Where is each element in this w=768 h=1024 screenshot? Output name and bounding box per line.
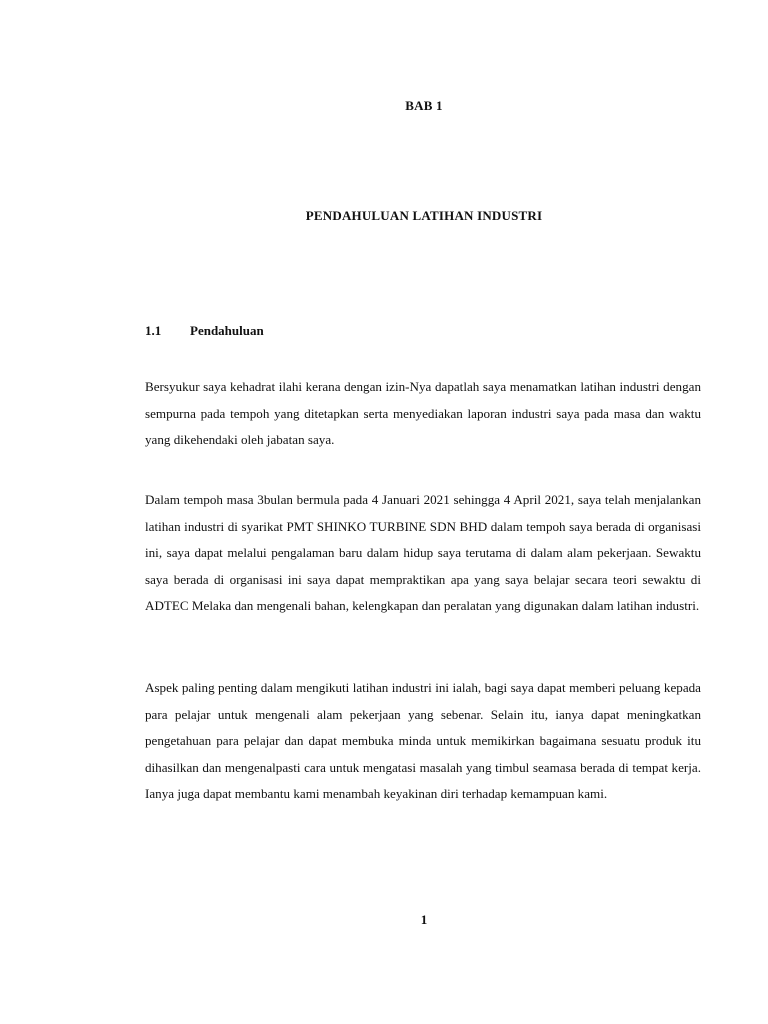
- section-heading: [145, 323, 264, 339]
- paragraph-1: Bersyukur saya kehadrat ilahi kerana dengan izin-Nya dapatlah saya menamatkan latihan industri dengan sempurna pada tempoh yang ditetapkan serta menyediakan laporan industri saya pada masa dan waktu yang dikehendaki oleh jabatan saya.: [145, 379, 701, 447]
- chapter-number: BAB 1: [405, 98, 443, 113]
- chapter-title: PENDAHULUAN LATIHAN INDUSTRI: [305, 208, 543, 223]
- page-number: 1: [420, 912, 428, 927]
- section-title: Pendahuluan: [190, 323, 264, 338]
- paragraph-3: Aspek paling penting dalam mengikuti latihan industri ini ialah, bagi saya dapat memberi peluang kepada para pelajar untuk mengenali alam pekerjaan yang sebenar. Selain itu, ianya dapat meningkatkan pengetahuan para pelajar dan dapat membuka minda untuk memikirkan bagaimana sesuatu produk itu dihasilkan dan mengenalpasti cara untuk mengatasi masalah yang timbul seamasa berada di tempat kerja. Ianya juga dapat membantu kami menambah keyakinan diri terhadap kemampuan kami.: [145, 680, 701, 801]
- paragraph-2: Dalam tempoh masa 3bulan bermula pada 4 Januari 2021 sehingga 4 April 2021, saya telah menjalankan latihan industri di syarikat PMT SHINKO TURBINE SDN BHD dalam tempoh saya berada di organisasi ini, saya dapat melalui pengalaman baru dalam hidup saya terutama di dalam alam pekerjaan. Sewaktu saya berada di organisasi ini saya dapat mempraktikan apa yang saya belajar secara teori sewaktu di ADTEC Melaka dan mengenali bahan, kelengkapan dan peralatan yang digunakan dalam latihan industri.: [145, 492, 701, 613]
- section-number: 1.1: [145, 323, 162, 338]
